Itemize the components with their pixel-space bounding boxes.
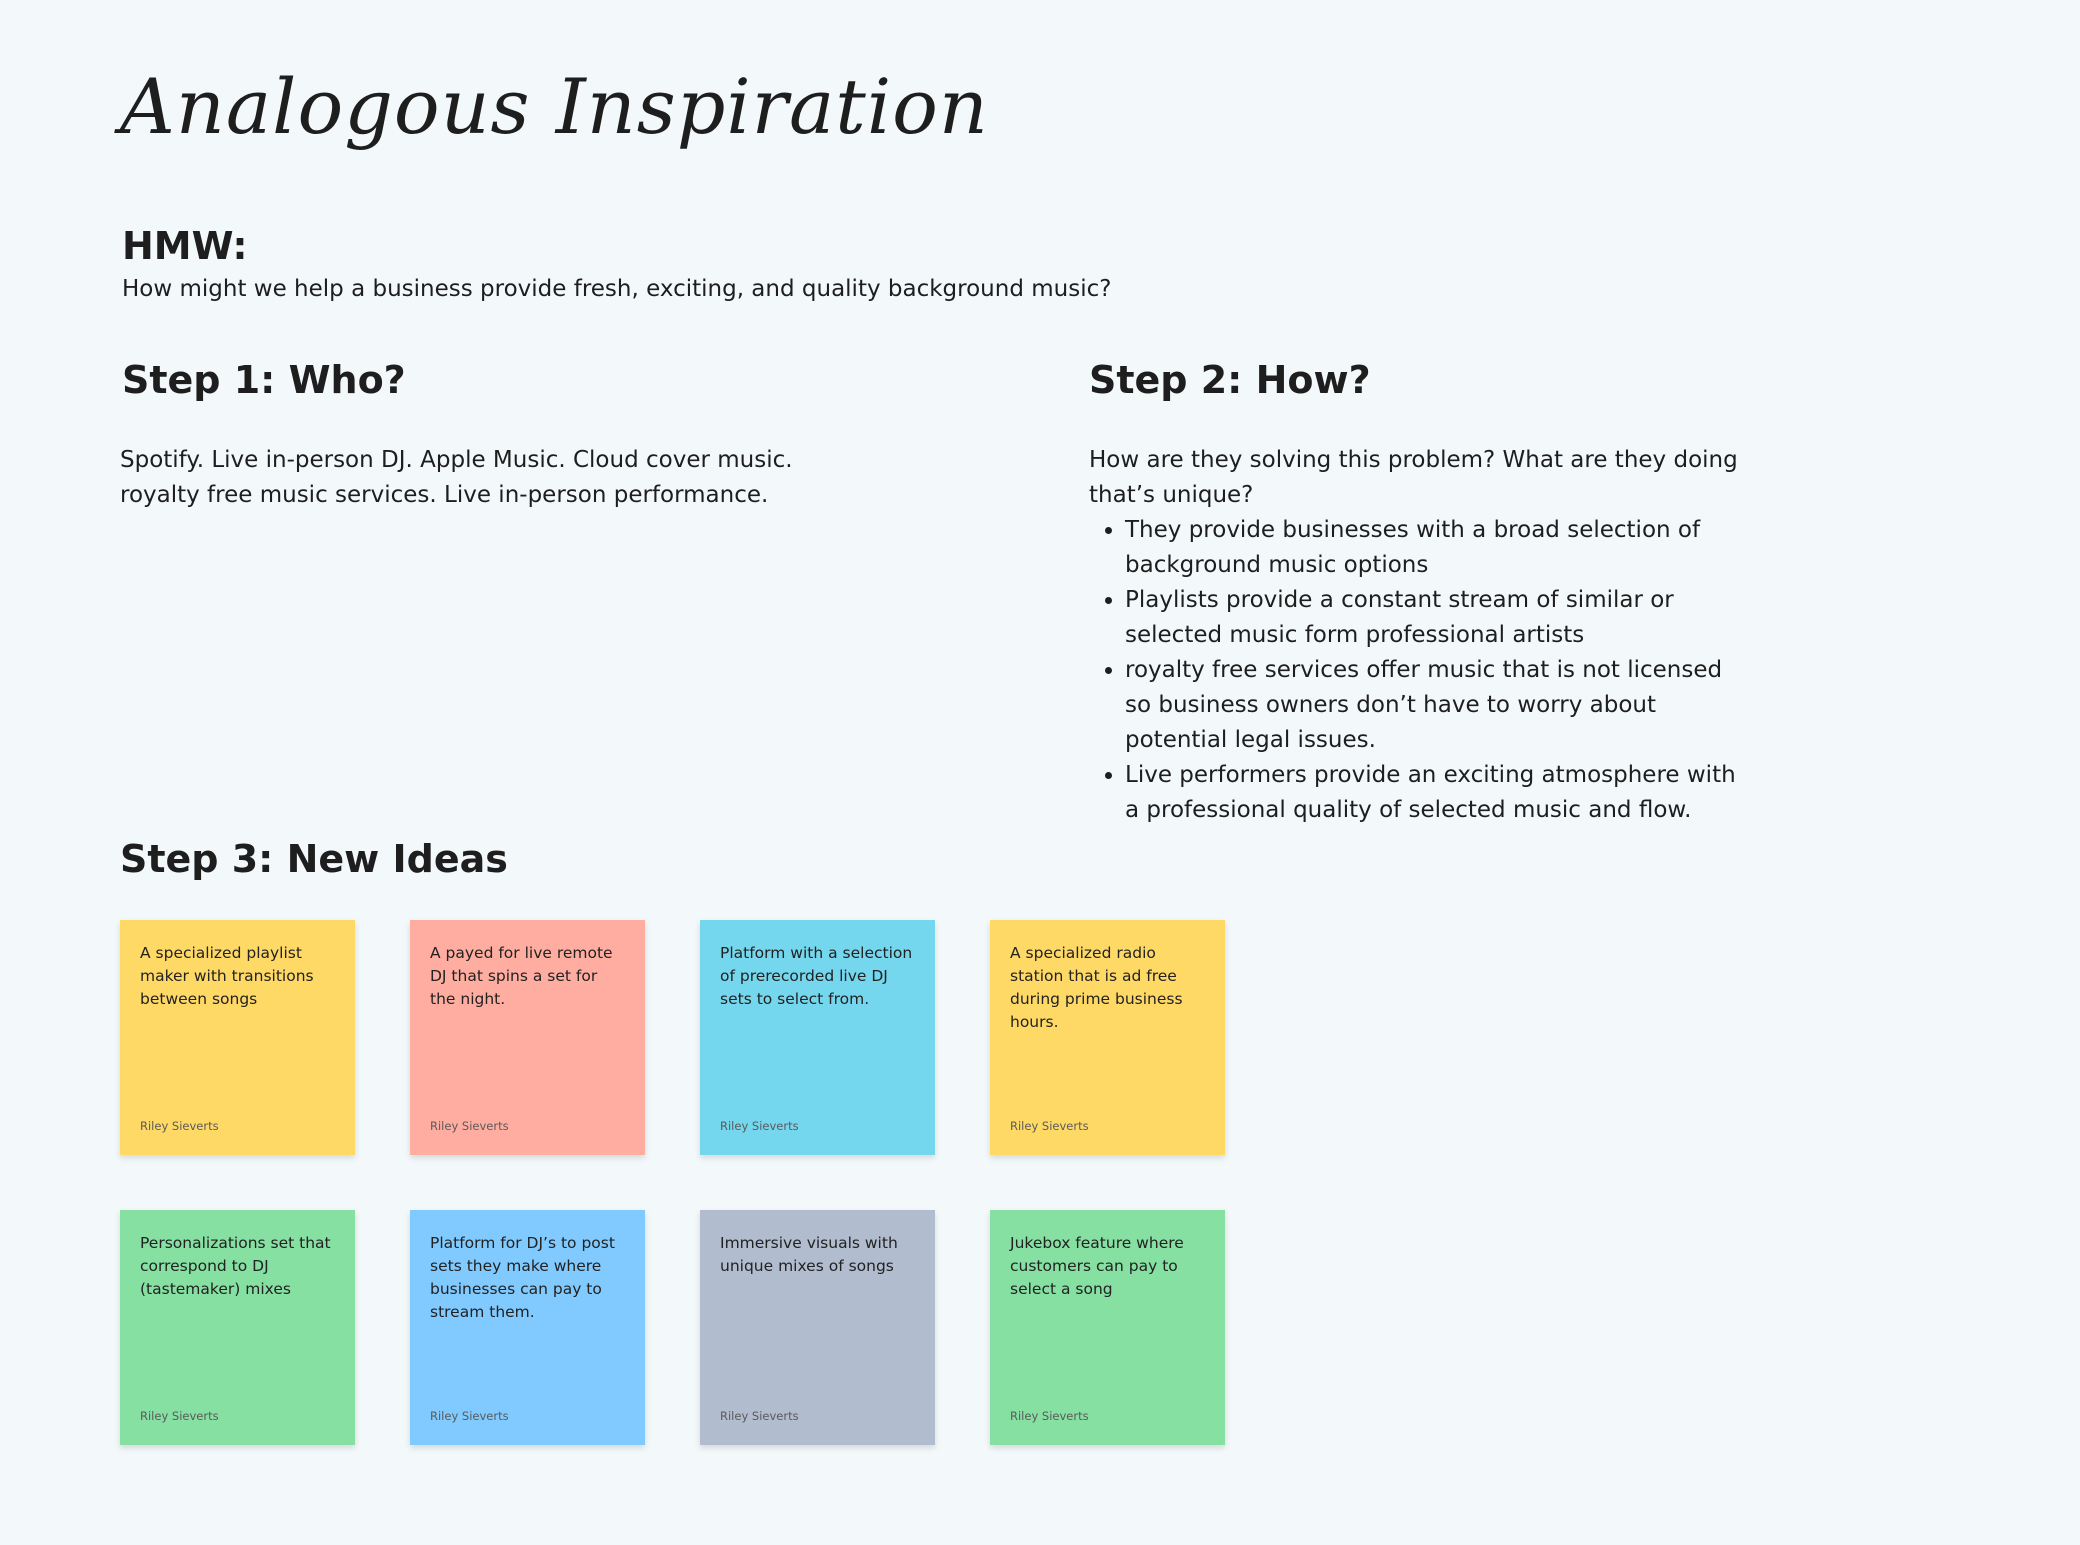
sticky-note-author: Riley Sieverts	[140, 1119, 219, 1133]
sticky-note-grid	[120, 920, 1230, 1445]
sticky-note[interactable]	[990, 920, 1225, 1155]
step2-text	[1089, 443, 1749, 828]
sticky-note-author: Riley Sieverts	[1010, 1119, 1089, 1133]
step2-bullet: • Live performers provide an exciting atmosphere with a professional quality of selected music and flow.	[1125, 758, 1749, 828]
hmw-heading: HMW:	[122, 224, 248, 268]
sticky-note-text: Immersive visuals with unique mixes of songs	[720, 1234, 898, 1275]
sticky-note[interactable]	[410, 920, 645, 1155]
sticky-note-author: Riley Sieverts	[140, 1409, 219, 1423]
step2-heading: Step 2: How?	[1089, 358, 1371, 402]
sticky-note[interactable]	[990, 1210, 1225, 1445]
sticky-note[interactable]	[700, 1210, 935, 1445]
sticky-note-text: Jukebox feature where customers can pay to select a song	[1010, 1234, 1184, 1298]
step3-heading: Step 3: New Ideas	[120, 837, 508, 881]
sticky-note[interactable]	[120, 1210, 355, 1445]
board-title: Analogous Inspiration	[120, 62, 989, 151]
sticky-note-author: Riley Sieverts	[430, 1119, 509, 1133]
sticky-note-author: Riley Sieverts	[720, 1119, 799, 1133]
sticky-note-author: Riley Sieverts	[720, 1409, 799, 1423]
sticky-note[interactable]	[120, 920, 355, 1155]
step1-heading: Step 1: Who?	[122, 358, 406, 402]
sticky-note-text: Platform for DJ’s to post sets they make where businesses can pay to stream them.	[430, 1234, 615, 1321]
sticky-note-author: Riley Sieverts	[430, 1409, 509, 1423]
sticky-note-author: Riley Sieverts	[1010, 1409, 1089, 1423]
step2-bullet-list	[1089, 513, 1749, 828]
step2-bullet: • royalty free services offer music that is not licensed so business owners don’t have to worry about potential legal issues.	[1125, 653, 1749, 758]
sticky-note-text: A specialized radio station that is ad free during prime business hours.	[1010, 944, 1183, 1031]
step2-bullet: • Playlists provide a constant stream of similar or selected music form professional artists	[1125, 583, 1749, 653]
sticky-note[interactable]	[700, 920, 935, 1155]
sticky-note-text: Platform with a selection of prerecorded live DJ sets to select from.	[720, 944, 913, 1008]
step2-intro: How are they solving this problem? What are they doing that’s unique?	[1089, 447, 1738, 508]
step1-line: royalty free music services. Live in-person performance.	[120, 482, 769, 508]
step1-line: Spotify. Live in-person DJ. Apple Music. Cloud cover music.	[120, 447, 793, 473]
step1-text	[120, 443, 840, 513]
step2-bullet: • They provide businesses with a broad selection of background music options	[1125, 513, 1749, 583]
hmw-question: How might we help a business provide fresh, exciting, and quality background music?	[122, 276, 1112, 302]
sticky-note-text: A payed for live remote DJ that spins a set for the night.	[430, 944, 613, 1008]
sticky-note-text: A specialized playlist maker with transitions between songs	[140, 944, 314, 1008]
sticky-note-text: Personalizations set that correspond to DJ (tastemaker) mixes	[140, 1234, 331, 1298]
sticky-note[interactable]	[410, 1210, 645, 1445]
